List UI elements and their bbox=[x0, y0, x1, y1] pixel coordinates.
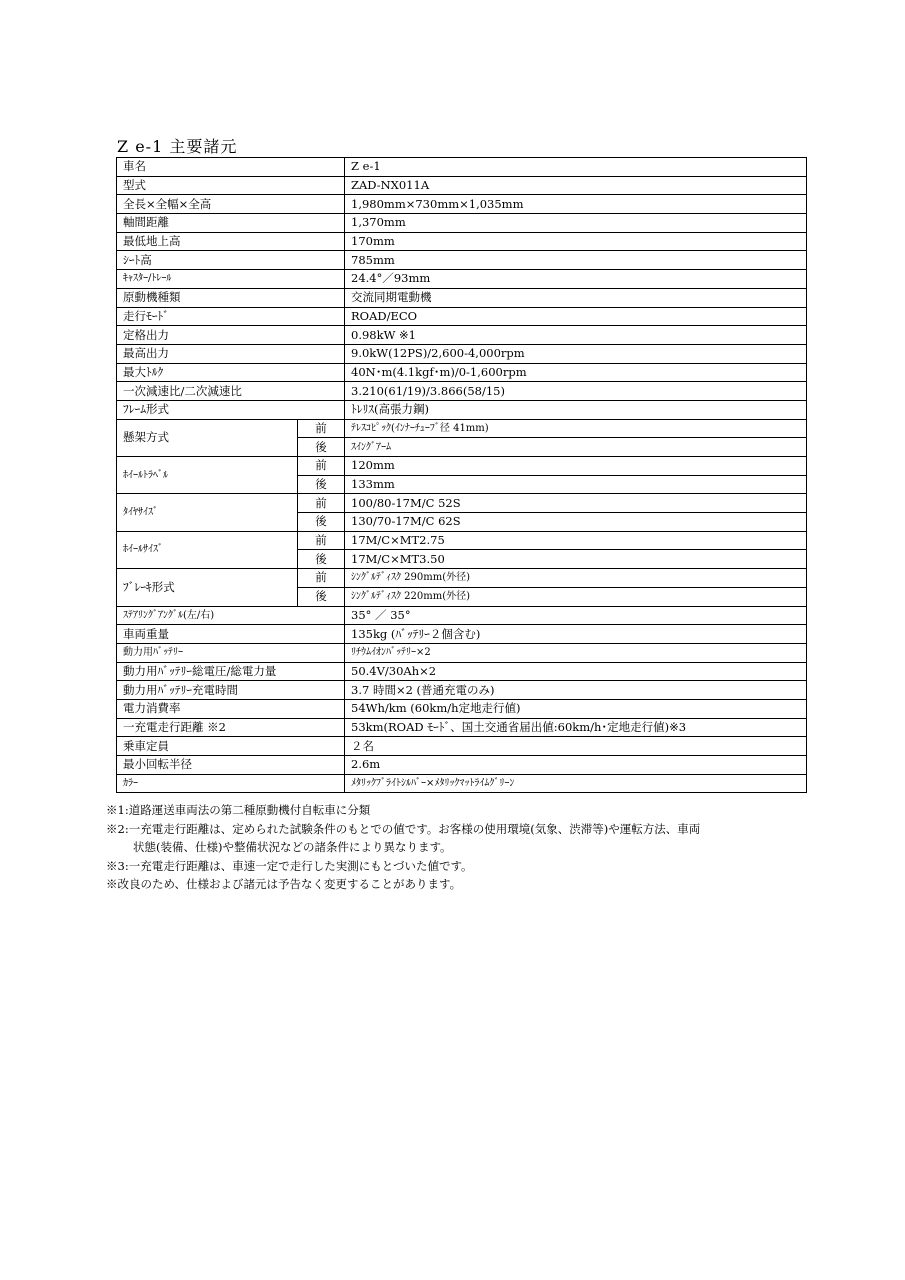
spec-label: 型式 bbox=[117, 176, 345, 195]
spec-value: 135kg (ﾊﾞｯﾃﾘｰ２個含む) bbox=[345, 625, 807, 644]
table-row bbox=[117, 681, 807, 700]
spec-label: ﾎｲｰﾙﾄﾗﾍﾞﾙ bbox=[117, 457, 298, 494]
spec-value: 17M/C×MT3.50 bbox=[345, 550, 807, 569]
spec-value: 1,370mm bbox=[345, 214, 807, 233]
spec-table bbox=[116, 157, 807, 793]
spec-label: ｼｰﾄ高 bbox=[117, 251, 345, 270]
spec-value: 120mm bbox=[345, 457, 807, 476]
spec-value: 3.7 時間×2 (普通充電のみ) bbox=[345, 681, 807, 700]
spec-value: 130/70-17M/C 62S bbox=[345, 513, 807, 532]
table-row bbox=[117, 270, 807, 289]
rear-label: 後 bbox=[298, 587, 345, 606]
spec-label: 電力消費率 bbox=[117, 699, 345, 718]
spec-label: ﾀｲﾔｻｲｽﾞ bbox=[117, 494, 298, 531]
spec-label: 一次減速比/二次減速比 bbox=[117, 382, 345, 401]
spec-value: 54Wh/km (60km/h定地走行値) bbox=[345, 699, 807, 718]
spec-value: 50.4V/30Ah×2 bbox=[345, 662, 807, 681]
spec-label: 車両重量 bbox=[117, 625, 345, 644]
rear-label: 後 bbox=[298, 513, 345, 532]
table-row bbox=[117, 662, 807, 681]
table-row bbox=[117, 737, 807, 756]
rear-label: 後 bbox=[298, 550, 345, 569]
front-label: 前 bbox=[298, 457, 345, 476]
spec-value: ROAD/ECO bbox=[345, 307, 807, 326]
page-title: Z e-1 主要諸元 bbox=[117, 137, 238, 156]
table-row bbox=[117, 774, 807, 793]
spec-label: ﾎｲｰﾙｻｲｽﾞ bbox=[117, 531, 298, 568]
spec-value: 0.98kW ※1 bbox=[345, 326, 807, 345]
spec-value: 9.0kW(12PS)/2,600-4,000rpm bbox=[345, 344, 807, 363]
front-label: 前 bbox=[298, 494, 345, 513]
spec-value: ２名 bbox=[345, 737, 807, 756]
footnotes bbox=[106, 801, 806, 894]
front-label: 前 bbox=[298, 419, 345, 438]
spec-label: ｷｬｽﾀｰ/ﾄﾚｰﾙ bbox=[117, 270, 345, 289]
spec-value: ﾃﾚｽｺﾋﾟｯｸ(ｲﾝﾅｰﾁｭｰﾌﾞ径 41mm) bbox=[345, 419, 807, 438]
spec-value: 17M/C×MT2.75 bbox=[345, 531, 807, 550]
spec-value: ｼﾝｸﾞﾙﾃﾞｨｽｸ 220mm(外径) bbox=[345, 587, 807, 606]
table-row bbox=[117, 158, 807, 177]
spec-value: 53km(ROAD ﾓｰﾄﾞ、国土交通省届出値:60km/h･定地走行値)※3 bbox=[345, 718, 807, 737]
spec-label: 定格出力 bbox=[117, 326, 345, 345]
spec-label: 最大ﾄﾙｸ bbox=[117, 363, 345, 382]
spec-label: 乗車定員 bbox=[117, 737, 345, 756]
rear-label: 後 bbox=[298, 438, 345, 457]
table-row bbox=[117, 326, 807, 345]
table-row bbox=[117, 382, 807, 401]
spec-value: ﾘﾁｳﾑｲｵﾝﾊﾞｯﾃﾘｰ×2 bbox=[345, 643, 807, 662]
table-row bbox=[117, 606, 807, 625]
spec-label: 全長×全幅×全高 bbox=[117, 195, 345, 214]
spec-label: 動力用ﾊﾞｯﾃﾘｰ充電時間 bbox=[117, 681, 345, 700]
spec-value: ﾄﾚﾘｽ(高張力鋼) bbox=[345, 400, 807, 419]
spec-value: ZAD-NX011A bbox=[345, 176, 807, 195]
footnote-3: ※3:一充電走行距離は、車速一定で走行した実測にもとづいた値です。 bbox=[106, 858, 473, 873]
spec-value: 100/80-17M/C 52S bbox=[345, 494, 807, 513]
table-row bbox=[117, 288, 807, 307]
footnote-2 bbox=[106, 820, 806, 857]
spec-label: 軸間距離 bbox=[117, 214, 345, 233]
spec-value: 133mm bbox=[345, 475, 807, 494]
table-row bbox=[117, 625, 807, 644]
spec-label: 動力用ﾊﾞｯﾃﾘｰ bbox=[117, 643, 345, 662]
spec-label: ﾌﾞﾚｰｷ形式 bbox=[117, 569, 298, 606]
table-row bbox=[117, 214, 807, 233]
spec-label: 懸架方式 bbox=[117, 419, 298, 456]
spec-label: 原動機種類 bbox=[117, 288, 345, 307]
footnote-4: ※改良のため、仕様および諸元は予告なく変更することがあります。 bbox=[106, 877, 462, 891]
spec-label: 最低地上高 bbox=[117, 232, 345, 251]
spec-label: ｶﾗｰ bbox=[117, 774, 345, 793]
spec-value: 40N･m(4.1kgf･m)/0-1,600rpm bbox=[345, 363, 807, 382]
spec-label: 一充電走行距離 ※2 bbox=[117, 718, 345, 737]
table-row bbox=[117, 457, 807, 476]
spec-label: 走行ﾓｰﾄﾞ bbox=[117, 307, 345, 326]
table-row bbox=[117, 195, 807, 214]
table-row bbox=[117, 531, 807, 550]
spec-value: 35° ／ 35° bbox=[345, 606, 807, 625]
table-row bbox=[117, 232, 807, 251]
front-label: 前 bbox=[298, 569, 345, 588]
table-row bbox=[117, 176, 807, 195]
spec-value: 2.6m bbox=[345, 756, 807, 775]
spec-label: ﾌﾚｰﾑ形式 bbox=[117, 400, 345, 419]
rear-label: 後 bbox=[298, 475, 345, 494]
table-row bbox=[117, 569, 807, 588]
table-row bbox=[117, 251, 807, 270]
spec-label: ｽﾃｱﾘﾝｸﾞｱﾝｸﾞﾙ(左/右) bbox=[117, 606, 345, 625]
spec-label: 最高出力 bbox=[117, 344, 345, 363]
footnote-1: ※1:道路運送車両法の第二種原動機付自転車に分類 bbox=[106, 803, 371, 817]
spec-value: 170mm bbox=[345, 232, 807, 251]
footnote-2-line-1: ※2:一充電走行距離は、定められた試験条件のもとでの値です。お客様の使用環境(気象、渋滞等)や運転方法、車両 bbox=[106, 821, 701, 836]
front-label: 前 bbox=[298, 531, 345, 550]
spec-value: Z e-1 bbox=[345, 158, 807, 177]
spec-value: 785mm bbox=[345, 251, 807, 270]
spec-value: ｽｲﾝｸﾞｱｰﾑ bbox=[345, 438, 807, 457]
spec-value: ﾒﾀﾘｯｸﾌﾞﾗｲﾄｼﾙﾊﾞｰ×ﾒﾀﾘｯｸﾏｯﾄﾗｲﾑｸﾞﾘｰﾝ bbox=[345, 774, 807, 793]
spec-label: 動力用ﾊﾞｯﾃﾘｰ総電圧/総電力量 bbox=[117, 662, 345, 681]
spec-value: 3.210(61/19)/3.866(58/15) bbox=[345, 382, 807, 401]
table-row bbox=[117, 344, 807, 363]
spec-label: 最小回転半径 bbox=[117, 756, 345, 775]
table-row bbox=[117, 419, 807, 438]
spec-label: 車名 bbox=[117, 158, 345, 177]
table-row bbox=[117, 307, 807, 326]
table-row bbox=[117, 400, 807, 419]
table-row bbox=[117, 494, 807, 513]
table-row bbox=[117, 363, 807, 382]
table-row bbox=[117, 699, 807, 718]
spec-value: ｼﾝｸﾞﾙﾃﾞｨｽｸ 290mm(外径) bbox=[345, 569, 807, 588]
footnote-2-line-2: 状態(装備、仕様)や整備状況などの諸条件により異なります。 bbox=[133, 840, 452, 854]
spec-value: 1,980mm×730mm×1,035mm bbox=[345, 195, 807, 214]
table-row bbox=[117, 718, 807, 737]
spec-value: 24.4°／93mm bbox=[345, 270, 807, 289]
table-row bbox=[117, 643, 807, 662]
table-row bbox=[117, 756, 807, 775]
spec-value: 交流同期電動機 bbox=[345, 288, 807, 307]
